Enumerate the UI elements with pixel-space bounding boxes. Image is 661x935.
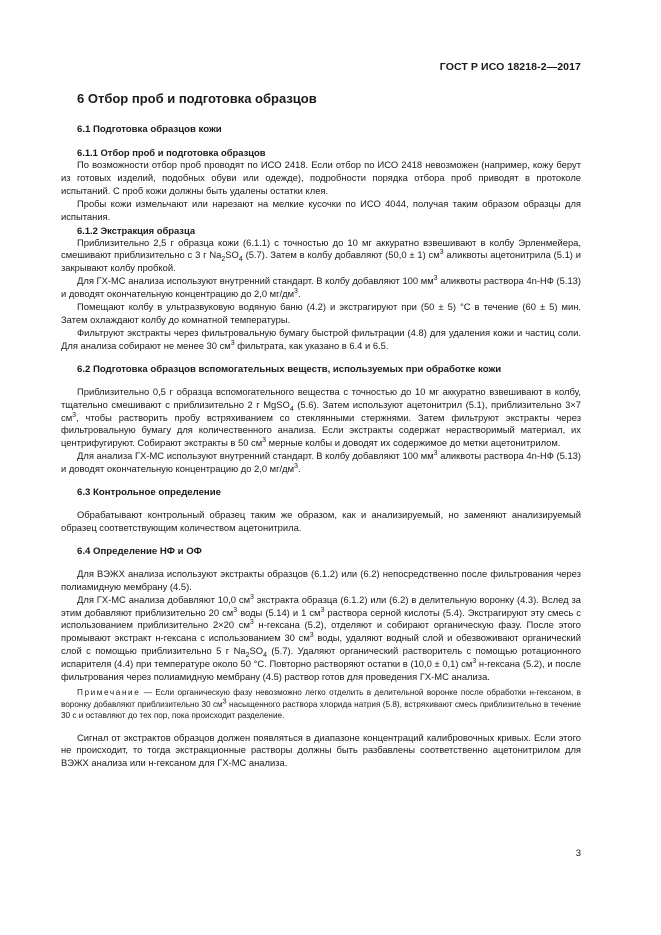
note: Примечание — Если органическую фазу невозможно легко отделить в делительной воронке после обработки н-гексаном, в воронку добавляют приблизительно 30 $см^3$ насыщенного раствора хлорида натрия (5.8), встряхивают смесь приблизительно в течение 30 с и оставляют до тех пор, пока происходит разделение. [61,688,581,720]
section-6-2-title: 6.2 Подготовка образцов вспомогательных веществ, используемых при обработке кожи [77,363,502,375]
paragraph: Для анализа ГХ-МС используют внутренний стандарт. В колбу добавляют 100 $мм^3$ аликвоты раствора 4n-НФ (5.13) и доводят окончательную концентрацию до 2,0 $мг/дм^3$. [61,450,581,475]
paragraph: Пробы кожи измельчают или нарезают на мелкие кусочки по ИСО 4044, получая таким образом образцы для испытания. [61,197,581,222]
section-6-1-2-title: 6.1.2 Экстракция образца [77,224,196,236]
standard-header: ГОСТ Р ИСО 18218-2—2017 [439,61,581,73]
paragraph: По возможности отбор проб проводят по ИСО 2418. Если отбор по ИСО 2418 невозможен (например, кожу берут из готовых изделий, подобных обуви или одежде), подробности порядка отбора проб приводят в протоколе испытаний. С проб кожи должны быть удалены остатки клея. [61,159,581,196]
paragraph: Фильтруют экстракты через фильтровальную бумагу быстрой фильтрации (4.8) для удаления кожи и частиц соли. Для анализа собирают не менее 30 $см^3$ фильтрата, как указано в 6.4 и 6.5. [61,326,581,351]
paragraph: Обрабатывают контрольный образец таким же образом, как и анализируемый, но заменяют анализируемый образец соответствующим количеством ацетонитрила. [61,509,581,533]
paragraph: Для ГХ-МС анализа используют внутренний стандарт. В колбу добавляют 100 $мм^3$ аликвоты раствора 4n-НФ (5.13) и доводят окончательную концентрацию до 2,0 $мг/дм^3$. [61,275,581,300]
paragraph: Приблизительно 2,5 г образца кожи (6.1.1) с точностью до 10 мг аккуратно взвешивают в колбу Эрленмейера, смешивают приблизительно с 3 г $Na_2SO_4$ (5.7). Затем в колбу добавляют (50,0 ± 1) $см^3$ аликвоты ацетонитрила (5.1) и закрывают колбу пробкой. [61,236,582,274]
paragraph: Для ВЭЖХ анализа используют экстракты образцов (6.1.2) или (6.2) непосредственно после фильтрования через полиамидную мембрану (4.5). [61,567,581,592]
paragraph: Сигнал от экстрактов образцов должен появляться в диапазоне концентраций калибровочных кривых. Если этого не происходит, то тогда экстракционные растворы должны быть разбавлены соответственно ацетонитрилом для ВЭЖХ анализа или н-гексаном для ГХ-МС анализа. [61,731,581,769]
paragraph: Для ГХ-МС анализа добавляют 10,0 $см^3$ экстракта образца (6.1.2) или (6.2) в делительную воронку (4.3). Вслед за этим добавляют приблизительно 20 $см^3$ воды (5.14) и 1 $см^3$ раствора серной кислоты (5.4). Экстрагируют эту смесь с использованием приблизительно 2×20 $см^3$ н-гексана (5.2), отделяют и собирают органическую фазу. После этого промывают экстракт н-гексана с использованием 30 $см^3$ воды, удаляют водный слой и обезвоживают органический слой с помощью приблизительно 5 г $Na_2SO_4$ (5.7). Удаляют органический растворитель с помощью ротационного испарителя (4.4) при температуре около 50 °С. Повторно растворяют остатки в (10,0 ± 0,1) $см^3$ н-гексана (5.2), и после фильтрования через полиамидную мембрану (4.5) раствор готов для проведения ГХ-МС анализа. [61,593,582,683]
paragraph: Помещают колбу в ультразвуковую водяную баню (4.2) и экстрагируют при (50 ± 5) °С в течение (60 ± 5) мин. Затем охлаждают колбу до комнатной температуры. [61,301,581,325]
page-number: 3 [575,848,581,859]
paragraph: Приблизительно 0,5 г образца вспомогательного вещества с точностью до 10 мг аккуратно взвешивают в колбу, тщательно смешивают с приблизительно 2 г MgSO$_4$ (5.6). Затем используют ацетонитрил (5.1), приблизительно 3×7 $см^3$, чтобы растворить пробу встряхиванием со стеклянными стержнями. Затем фильтруют экстракты через фильтровальную бумагу для количественного анализа. Если экстракты содержат нерастворимый материал, их центрифугируют. Собирают экстракты в 50 $см^3$ мерные колбы и доводят их содержимое до метки ацетонитрилом. [61,385,581,449]
section-6-title: 6 Отбор проб и подготовка образцов [77,91,317,106]
section-6-4-title: 6.4 Определение НФ и ОФ [77,545,202,557]
section-6-1-title: 6.1 Подготовка образцов кожи [77,124,222,135]
section-6-1-1-title: 6.1.1 Отбор проб и подготовка образцов [77,147,266,158]
section-6-3-title: 6.3 Контрольное определение [77,487,221,499]
page-body [61,90,581,770]
